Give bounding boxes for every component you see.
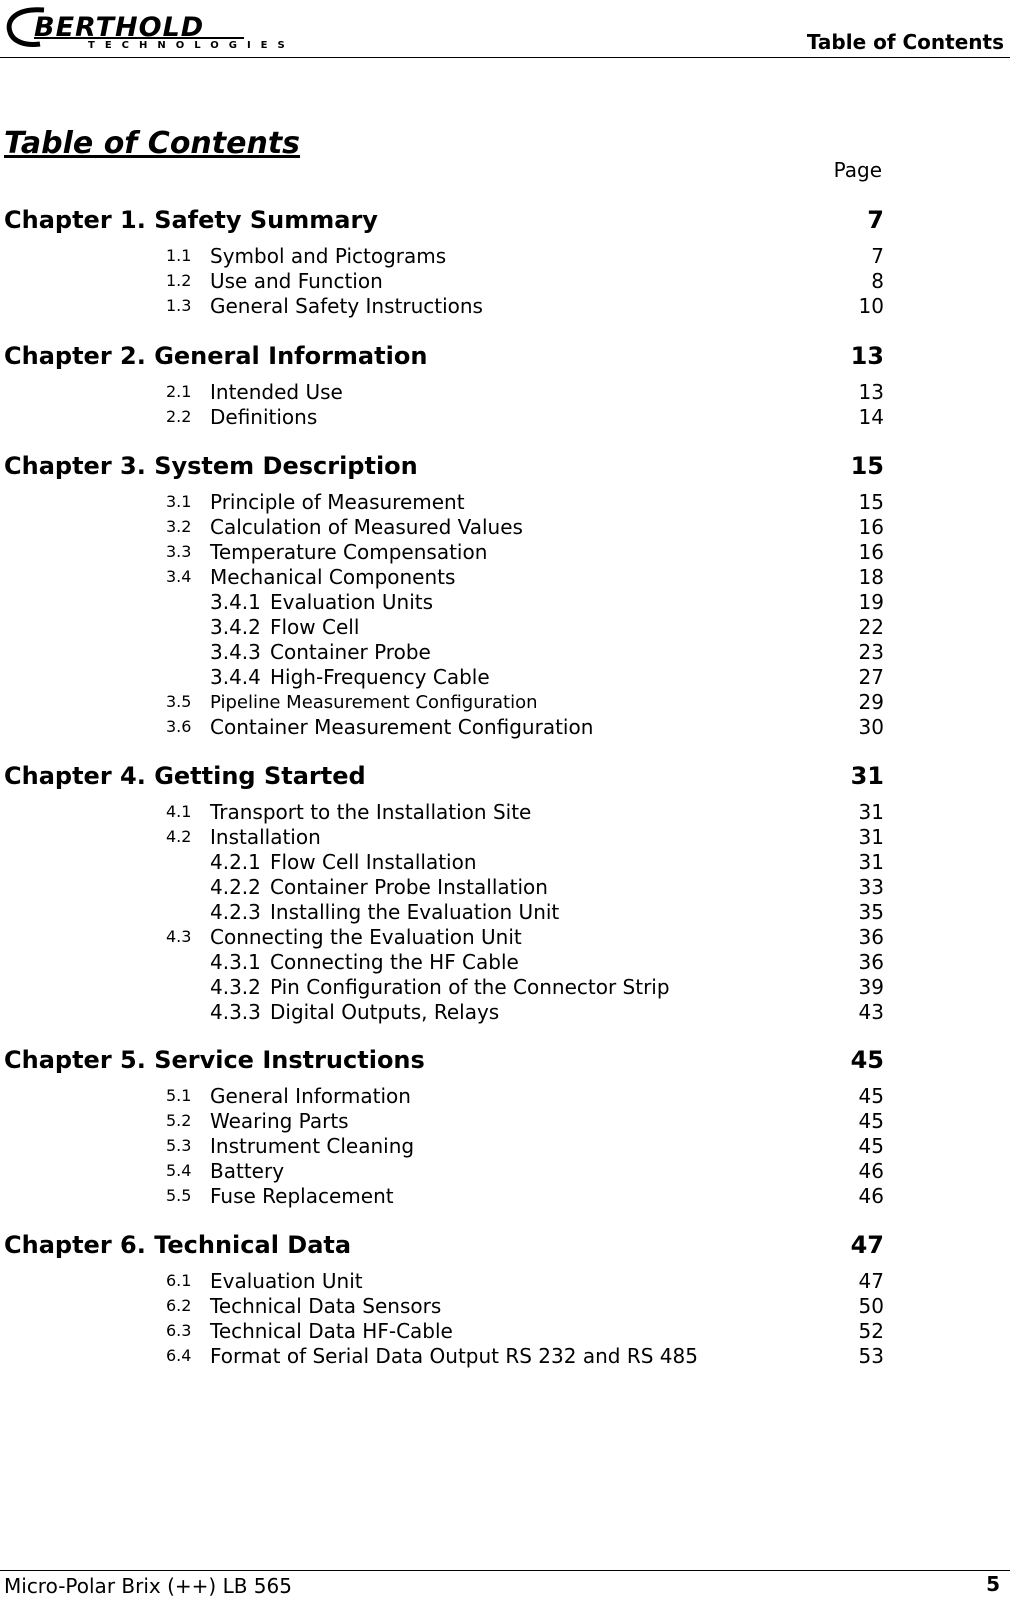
entry-number: 6.1 [166,1271,192,1290]
entry-page-number: 14 [858,405,884,429]
header-title: Table of Contents [806,30,1004,54]
entry-number: 1.3 [166,296,192,315]
entry-number: 5.3 [166,1136,192,1155]
entry-number: 4.1 [166,802,192,821]
toc-section-entry[interactable] [0,294,884,318]
entry-title: Flow Cell [270,615,360,639]
entry-number: 3.1 [166,492,192,511]
entry-title: Installation [210,825,321,849]
svg-text:TECHNOLOGIES: TECHNOLOGIES [88,40,295,50]
toc-subsection-entry[interactable] [0,900,884,924]
footer-divider [0,1570,1010,1571]
entry-title: Battery [210,1159,285,1183]
toc-subsection-entry[interactable] [0,950,884,974]
entry-page-number: 23 [858,640,884,664]
toc-section-entry[interactable] [0,800,884,824]
entry-title: Container Probe [270,640,431,664]
document-title: Table of Contents [4,126,301,161]
entry-number: 5.1 [166,1086,192,1105]
entry-title: Installing the Evaluation Unit [270,900,560,924]
chapter-title: Chapter 1. Safety Summary [4,206,378,234]
entry-title: Fuse Replacement [210,1184,394,1208]
entry-page-number: 53 [858,1344,884,1368]
entry-title: Technical Data HF-Cable [210,1319,453,1343]
entry-number: 3.2 [166,517,192,536]
entry-page-number: 31 [858,850,884,874]
entry-page-number: 27 [858,665,884,689]
entry-page-number: 35 [858,900,884,924]
entry-number: 3.3 [166,542,192,561]
chapter-page-number: 47 [850,1231,884,1259]
entry-page-number: 43 [858,1000,884,1024]
entry-title: Container Measurement Configuration [210,715,594,739]
entry-number: 6.4 [166,1346,192,1365]
toc-section-entry[interactable] [0,269,884,293]
entry-title: Transport to the Installation Site [210,800,532,824]
entry-title: Technical Data Sensors [210,1294,442,1318]
chapter-page-number: 13 [850,342,884,370]
entry-page-number: 47 [858,1269,884,1293]
chapter-title: Chapter 4. Getting Started [4,762,366,790]
entry-title: Container Probe Installation [270,875,548,899]
entry-title: High-Frequency Cable [270,665,490,689]
entry-number: 6.2 [166,1296,192,1315]
chapter-heading[interactable] [4,452,884,482]
chapter-title: Chapter 6. Technical Data [4,1231,352,1259]
chapter-heading[interactable] [4,342,884,372]
chapter-heading[interactable] [4,762,884,792]
toc-subsection-entry[interactable] [0,875,884,899]
entry-number: 3.4.2 [210,615,261,639]
entry-title: Mechanical Components [210,565,456,589]
footer-product-name: Micro-Polar Brix (++) LB 565 [4,1574,292,1598]
entry-page-number: 8 [871,269,884,293]
toc-subsection-entry[interactable] [0,665,884,689]
entry-title: Wearing Parts [210,1109,349,1133]
entry-title: Use and Function [210,269,383,293]
toc-section-entry[interactable] [0,1184,884,1208]
entry-title: Principle of Measurement [210,490,465,514]
entry-page-number: 29 [858,690,884,714]
toc-subsection-entry[interactable] [0,590,884,614]
chapter-heading[interactable] [4,206,884,236]
toc-section-entry[interactable] [0,380,884,404]
entry-number: 4.2.1 [210,850,261,874]
toc-section-entry[interactable] [0,1269,884,1293]
toc-subsection-entry[interactable] [0,975,884,999]
entry-page-number: 22 [858,615,884,639]
footer-page-number: 5 [986,1572,1000,1596]
entry-title: Evaluation Unit [210,1269,363,1293]
page-column-label: Page [833,158,882,182]
entry-page-number: 36 [858,925,884,949]
toc-section-entry[interactable] [0,565,884,589]
entry-title: Pin Configuration of the Connector Strip [270,975,670,999]
entry-title: General Information [210,1084,411,1108]
toc-section-entry[interactable] [0,1109,884,1133]
entry-number: 4.3.2 [210,975,261,999]
entry-title: General Safety Instructions [210,294,483,318]
chapter-page-number: 7 [867,206,884,234]
chapter-page-number: 45 [850,1046,884,1074]
entry-number: 1.2 [166,271,192,290]
entry-title: Instrument Cleaning [210,1134,415,1158]
entry-page-number: 52 [858,1319,884,1343]
entry-number: 6.3 [166,1321,192,1340]
page-header [0,0,1010,58]
chapter-page-number: 15 [850,452,884,480]
entry-page-number: 46 [858,1159,884,1183]
entry-page-number: 36 [858,950,884,974]
entry-page-number: 30 [858,715,884,739]
toc-section-entry[interactable] [0,825,884,849]
entry-page-number: 46 [858,1184,884,1208]
entry-page-number: 45 [858,1134,884,1158]
entry-number: 2.1 [166,382,192,401]
toc-section-entry[interactable] [0,1084,884,1108]
entry-number: 4.2 [166,827,192,846]
toc-section-entry[interactable] [0,925,884,949]
entry-page-number: 7 [871,244,884,268]
entry-page-number: 16 [858,515,884,539]
entry-number: 5.4 [166,1161,192,1180]
entry-title: Digital Outputs, Relays [270,1000,500,1024]
entry-title: Format of Serial Data Output RS 232 and RS 485 [210,1344,698,1368]
entry-number: 3.4.1 [210,590,261,614]
entry-title: Intended Use [210,380,343,404]
toc-section-entry[interactable] [0,1159,884,1183]
toc-section-entry[interactable] [0,540,884,564]
entry-number: 2.2 [166,407,192,426]
toc-subsection-entry[interactable] [0,640,884,664]
entry-number: 3.4.4 [210,665,261,689]
entry-number: 4.3.1 [210,950,261,974]
toc-section-entry[interactable] [0,244,884,268]
entry-page-number: 50 [858,1294,884,1318]
entry-number: 3.4 [166,567,192,586]
entry-number: 3.6 [166,717,192,736]
entry-page-number: 15 [858,490,884,514]
chapter-heading[interactable] [4,1046,884,1076]
entry-number: 5.5 [166,1186,192,1205]
entry-page-number: 31 [858,800,884,824]
entry-number: 4.3 [166,927,192,946]
entry-page-number: 45 [858,1084,884,1108]
entry-title: Connecting the HF Cable [270,950,519,974]
entry-page-number: 10 [858,294,884,318]
toc-section-entry[interactable] [0,1319,884,1343]
berthold-logo [4,6,304,50]
entry-title: Calculation of Measured Values [210,515,523,539]
entry-number: 1.1 [166,246,192,265]
entry-number: 5.2 [166,1111,192,1130]
toc-subsection-entry[interactable] [0,615,884,639]
entry-page-number: 18 [858,565,884,589]
entry-title: Pipeline Measurement Configuration [210,692,538,713]
svg-text:BERTHOLD: BERTHOLD [34,12,205,43]
toc-subsection-entry[interactable] [0,850,884,874]
entry-page-number: 39 [858,975,884,999]
entry-title: Connecting the Evaluation Unit [210,925,522,949]
entry-page-number: 45 [858,1109,884,1133]
entry-page-number: 13 [858,380,884,404]
entry-page-number: 19 [858,590,884,614]
toc-section-entry[interactable] [0,515,884,539]
entry-page-number: 33 [858,875,884,899]
toc-section-entry[interactable] [0,1344,884,1368]
entry-number: 3.5 [166,692,192,711]
toc-section-entry[interactable] [0,490,884,514]
entry-title: Symbol and Pictograms [210,244,447,268]
toc-section-entry[interactable] [0,1134,884,1158]
chapter-heading[interactable] [4,1231,884,1261]
entry-title: Evaluation Units [270,590,434,614]
entry-title: Definitions [210,405,318,429]
chapter-title: Chapter 5. Service Instructions [4,1046,425,1074]
toc-section-entry[interactable] [0,690,884,714]
chapter-page-number: 31 [850,762,884,790]
toc-subsection-entry[interactable] [0,1000,884,1024]
entry-page-number: 31 [858,825,884,849]
toc-section-entry[interactable] [0,405,884,429]
entry-page-number: 16 [858,540,884,564]
chapter-title: Chapter 3. System Description [4,452,418,480]
entry-number: 4.3.3 [210,1000,261,1024]
entry-title: Flow Cell Installation [270,850,477,874]
entry-number: 3.4.3 [210,640,261,664]
entry-number: 4.2.3 [210,900,261,924]
entry-number: 4.2.2 [210,875,261,899]
header-divider [0,57,1010,58]
entry-title: Temperature Compensation [210,540,488,564]
chapter-title: Chapter 2. General Information [4,342,428,370]
toc-section-entry[interactable] [0,1294,884,1318]
toc-section-entry[interactable] [0,715,884,739]
